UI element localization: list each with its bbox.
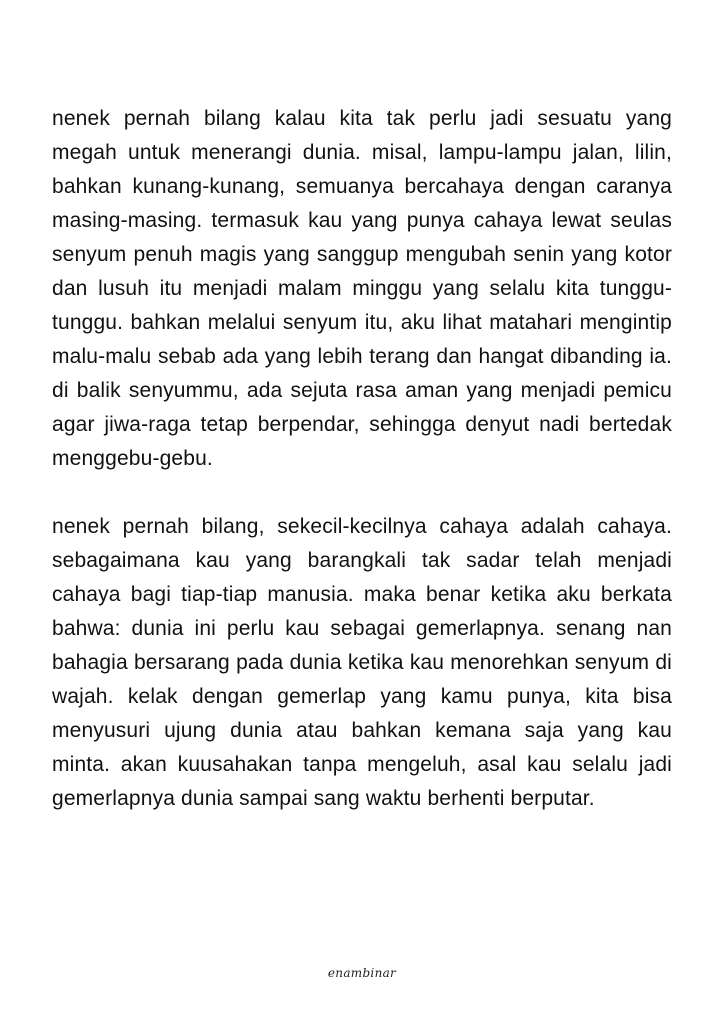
page-body [52, 102, 672, 816]
paragraph-2: nenek pernah bilang, sekecil-kecilnya cahaya adalah cahaya. sebagaimana kau yang barangkali tak sadar telah menjadi cahaya bagi tiap-tiap manusia. maka benar ketika aku berkata bahwa: dunia ini perlu kau sebagai gemerlapnya. senang nan bahagia bersarang pada dunia ketika kau menorehkan senyum di wajah. kelak dengan gemerlap yang kamu punya, kita bisa menyusuri ujung dunia atau bahkan kemana saja yang kau minta. akan kuusahakan tanpa mengeluh, asal kau selalu jadi gemerlapnya dunia sampai sang waktu berhenti berputar. [52, 515, 672, 810]
paragraph-1: nenek pernah bilang kalau kita tak perlu jadi sesuatu yang megah untuk menerangi dunia. misal, lampu-lampu jalan, lilin, bahkan kunang-kunang, semuanya bercahaya dengan caranya masing-masing. termasuk kau yang punya cahaya lewat seulas senyum penuh magis yang sanggup mengubah senin yang kotor dan lusuh itu menjadi malam minggu yang selalu kita tunggu-tunggu. bahkan melalui senyum itu, aku lihat matahari mengintip malu-malu sebab ada yang lebih terang dan hangat dibanding ia. di balik senyummu, ada sejuta rasa aman yang menjadi pemicu agar jiwa-raga tetap berpendar, sehingga denyut nadi bertedak menggebu-gebu. [52, 107, 672, 470]
footer-signature: enambinar [327, 966, 397, 980]
